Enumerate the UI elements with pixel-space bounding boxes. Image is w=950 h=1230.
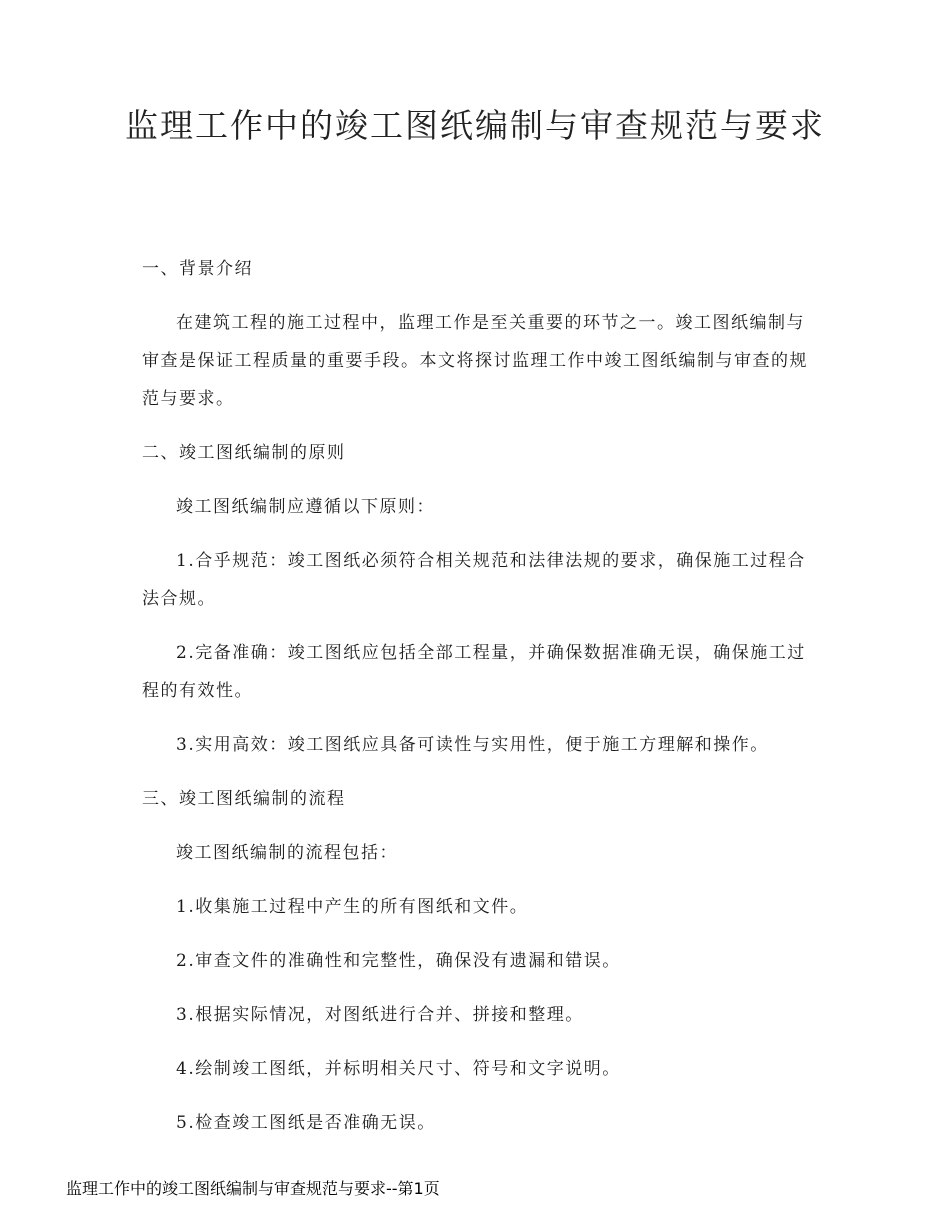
document-title: 监理工作中的竣工图纸编制与审查规范与要求 bbox=[125, 106, 825, 145]
section-heading: 二、竣工图纸编制的原则 bbox=[142, 443, 346, 463]
document-body bbox=[142, 250, 820, 1142]
list-item: 2.完备准确：竣工图纸应包括全部工程量，并确保数据准确无误，确保施工过程的有效性。 bbox=[142, 643, 806, 701]
page-footer: 监理工作中的竣工图纸编制与审查规范与要求--第1页 bbox=[66, 1179, 440, 1198]
paragraph: 竣工图纸编制的流程包括： bbox=[176, 843, 398, 863]
paragraph: 在建筑工程的施工过程中，监理工作是至关重要的环节之一。竣工图纸编制与审查是保证工程质量的重要手段。本文将探讨监理工作中竣工图纸编制与审查的规范与要求。 bbox=[142, 313, 808, 409]
list-item: 2.审查文件的准确性和完整性，确保没有遗漏和错误。 bbox=[176, 951, 621, 971]
list-item: 4.绘制竣工图纸，并标明相关尺寸、符号和文字说明。 bbox=[176, 1059, 621, 1079]
list-item: 1.合乎规范：竣工图纸必须符合相关规范和法律法规的要求，确保施工过程合法合规。 bbox=[142, 551, 806, 609]
list-item: 5.检查竣工图纸是否准确无误。 bbox=[176, 1113, 436, 1133]
list-item: 3.实用高效：竣工图纸应具备可读性与实用性，便于施工方理解和操作。 bbox=[176, 735, 769, 755]
list-item: 3.根据实际情况，对图纸进行合并、拼接和整理。 bbox=[176, 1005, 584, 1025]
section-heading: 三、竣工图纸编制的流程 bbox=[142, 789, 346, 809]
list-item: 1.收集施工过程中产生的所有图纸和文件。 bbox=[176, 897, 529, 917]
paragraph: 竣工图纸编制应遵循以下原则： bbox=[176, 497, 435, 517]
section-heading: 一、背景介绍 bbox=[142, 259, 253, 279]
